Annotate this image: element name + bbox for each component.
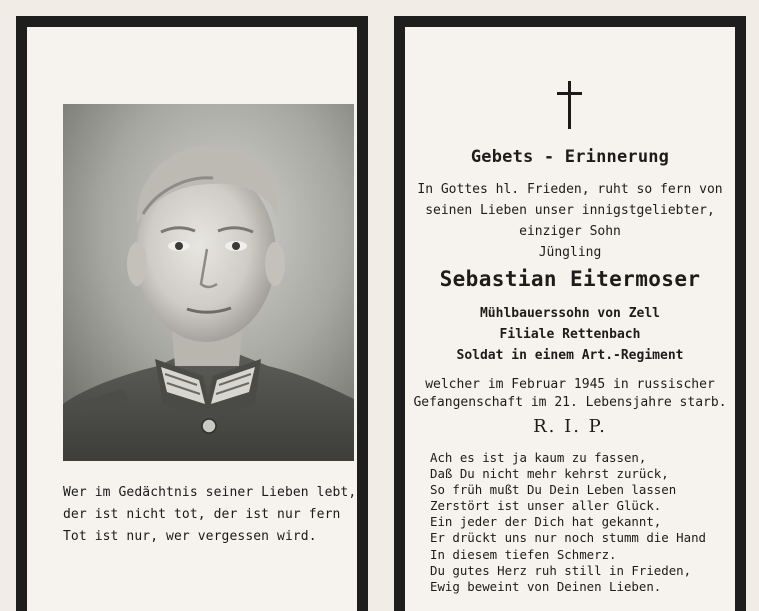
quote-line: Tot ist nur, wer vergessen wird.	[63, 529, 317, 544]
poem-line: Ach es ist ja kaum zu fassen,	[430, 450, 647, 465]
prayer-heading: Gebets - Erinnerung	[470, 147, 670, 167]
intro-line: Jüngling	[538, 245, 602, 260]
quote-line: der ist nicht tot, der ist nur fern	[63, 507, 341, 522]
detail-line: Soldat in einem Art.-Regiment	[456, 348, 684, 363]
detail-line: Filiale Rettenbach	[499, 327, 641, 342]
soldier-portrait-photo	[63, 104, 354, 461]
poem-line: Ewig beweint von Deinen Lieben.	[430, 578, 662, 594]
poem-line: Daß Du nicht mehr kehrst zurück,	[430, 466, 669, 482]
death-notice	[405, 376, 735, 412]
portrait-illustration	[63, 104, 354, 461]
detail-line: Mühlbauerssohn von Zell	[479, 306, 660, 321]
quote-line: Wer im Gedächtnis seiner Lieben lebt,	[63, 485, 357, 500]
poem-line: So früh mußt Du Dein Leben lassen	[430, 482, 677, 498]
rip-text: R. I. P.	[533, 416, 607, 437]
memorial-poem	[430, 450, 730, 595]
prayer-card-text	[405, 27, 735, 611]
death-line: Gefangenschaft im 21. Lebensjahre starb.	[413, 395, 727, 410]
poem-line: Zerstört ist unser aller Glück.	[430, 498, 662, 514]
deceased-name: Sebastian Eitermoser	[439, 267, 701, 291]
intro-text	[405, 179, 735, 263]
right-card	[394, 16, 746, 611]
poem-line: Ein jeder der Dich hat gekannt,	[430, 514, 662, 530]
left-card	[16, 16, 368, 611]
cross-icon	[405, 77, 735, 131]
memorial-quote	[63, 482, 357, 548]
intro-line: seinen Lieben unser innigstgeliebter,	[425, 203, 715, 218]
poem-line: Du gutes Herz ruh still in Frieden,	[430, 562, 692, 578]
death-line: welcher im Februar 1945 in russischer	[425, 377, 715, 392]
poem-line: Er drückt uns nur noch stumm die Hand	[430, 530, 707, 546]
intro-line: einziger Sohn	[519, 224, 621, 239]
intro-line: In Gottes hl. Frieden, ruht so fern von	[417, 182, 723, 197]
poem-line: In diesem tiefen Schmerz.	[430, 546, 617, 562]
deceased-details	[405, 303, 735, 366]
